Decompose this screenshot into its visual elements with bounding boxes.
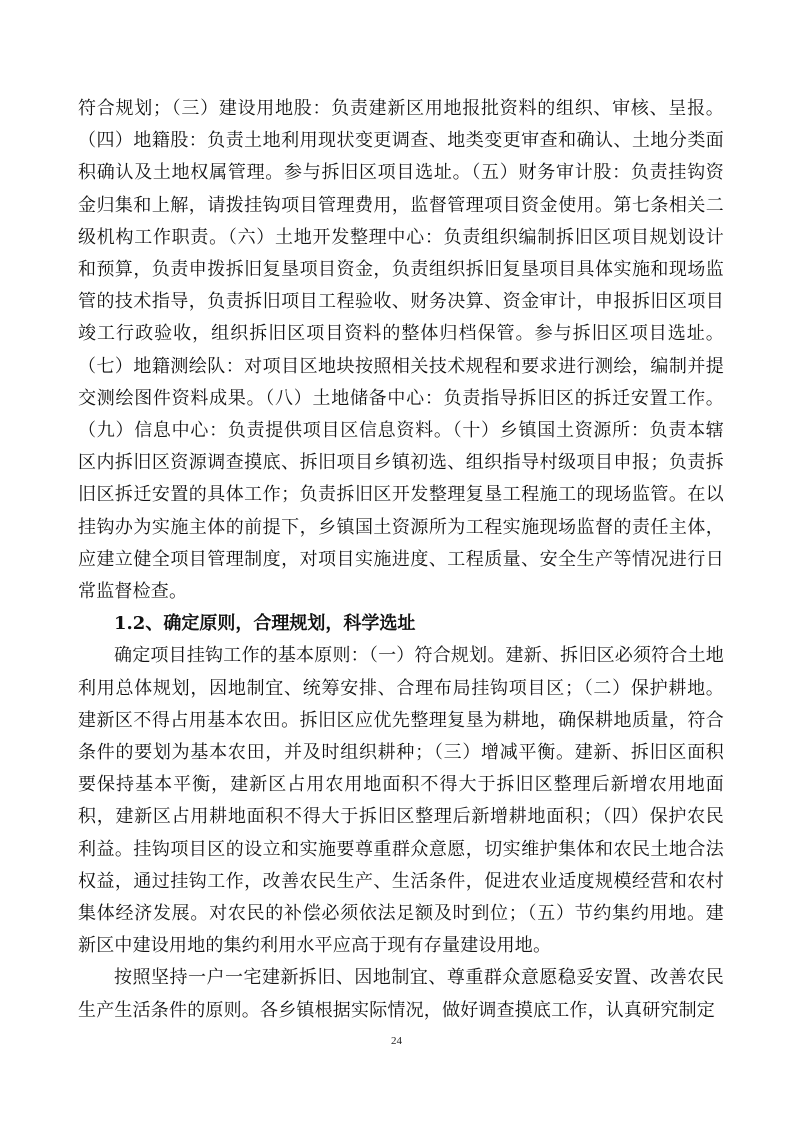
document-page [78,93,724,1027]
page-number: 24 [391,1035,402,1047]
section-heading: 1.2、确定原则，合理规划，科学选址 [114,613,416,635]
paragraph-responsibilities: 符合规划；（三）建设用地股：负责建新区用地报批资料的组织、审核、呈报。（四）地籍股：负责土地利用现状变更调查、地类变更审查和确认、土地分类面积确认及土地权属管理。参与拆旧区项目选址。（五）财务审计股：负责挂钩资金归集和上解，请拨挂钩项目管理费用，监督管理项目资金使用。第七条相关二级机构工作职责。（六）土地开发整理中心：负责组织编制拆旧区项目规划设计和预算，负责申拨拆旧复垦项目资金，负责组织拆旧复垦项目具体实施和现场监管的技术指导，负责拆旧项目工程验收、财务决算、资金审计，申报拆旧区项目竣工行政验收，组织拆旧区项目资料的整体归档保管。参与拆旧区项目选址。（七）地籍测绘队：对项目区地块按照相关技术规程和要求进行测绘，编制并提交测绘图件资料成果。（八）土地储备中心：负责指导拆旧区的拆迁安置工作。（九）信息中心：负责提供项目区信息资料。（十）乡镇国土资源所：负责本辖区内拆旧区资源调查摸底、拆旧项目乡镇初选、组织指导村级项目申报；负责拆旧区拆迁安置的具体工作；负责拆旧区开发整理复垦工程施工的现场监管。在以挂钩办为实施主体的前提下，乡镇国土资源所为工程实施现场监督的责任主体，应建立健全项目管理制度，对项目实施进度、工程质量、安全生产等情况进行日常监督检查。 [78,98,724,603]
paragraph-relocation: 按照坚持一户一宅建新拆旧、因地制宜、尊重群众意愿稳妥安置、改善农民生产生活条件的原则。各乡镇根据实际情况，做好调查摸底工作，认真研究制定 [78,967,724,1021]
paragraph-principles: 确定项目挂钩工作的基本原则：（一）符合规划。建新、拆旧区必须符合土地利用总体规划，因地制宜、统筹安排、合理布局挂钩项目区；（二）保护耕地。建新区不得占用基本农田。拆旧区应优先整理复垦为耕地，确保耕地质量，符合条件的要划为基本农田，并及时组织耕种；（三）增减平衡。建新、拆旧区面积要保持基本平衡，建新区占用农用地面积不得大于拆旧区整理后新增农用地面积，建新区占用耕地面积不得大于拆旧区整理后新增耕地面积；（四）保护农民利益。挂钩项目区的设立和实施要尊重群众意愿，切实维护集体和农民土地合法权益，通过挂钩工作，改善农民生产、生活条件，促进农业适度规模经营和农村集体经济发展。对农民的补偿必须依法足额及时到位；（五）节约集约用地。建新区中建设用地的集约利用水平应高于现有存量建设用地。 [78,645,724,957]
